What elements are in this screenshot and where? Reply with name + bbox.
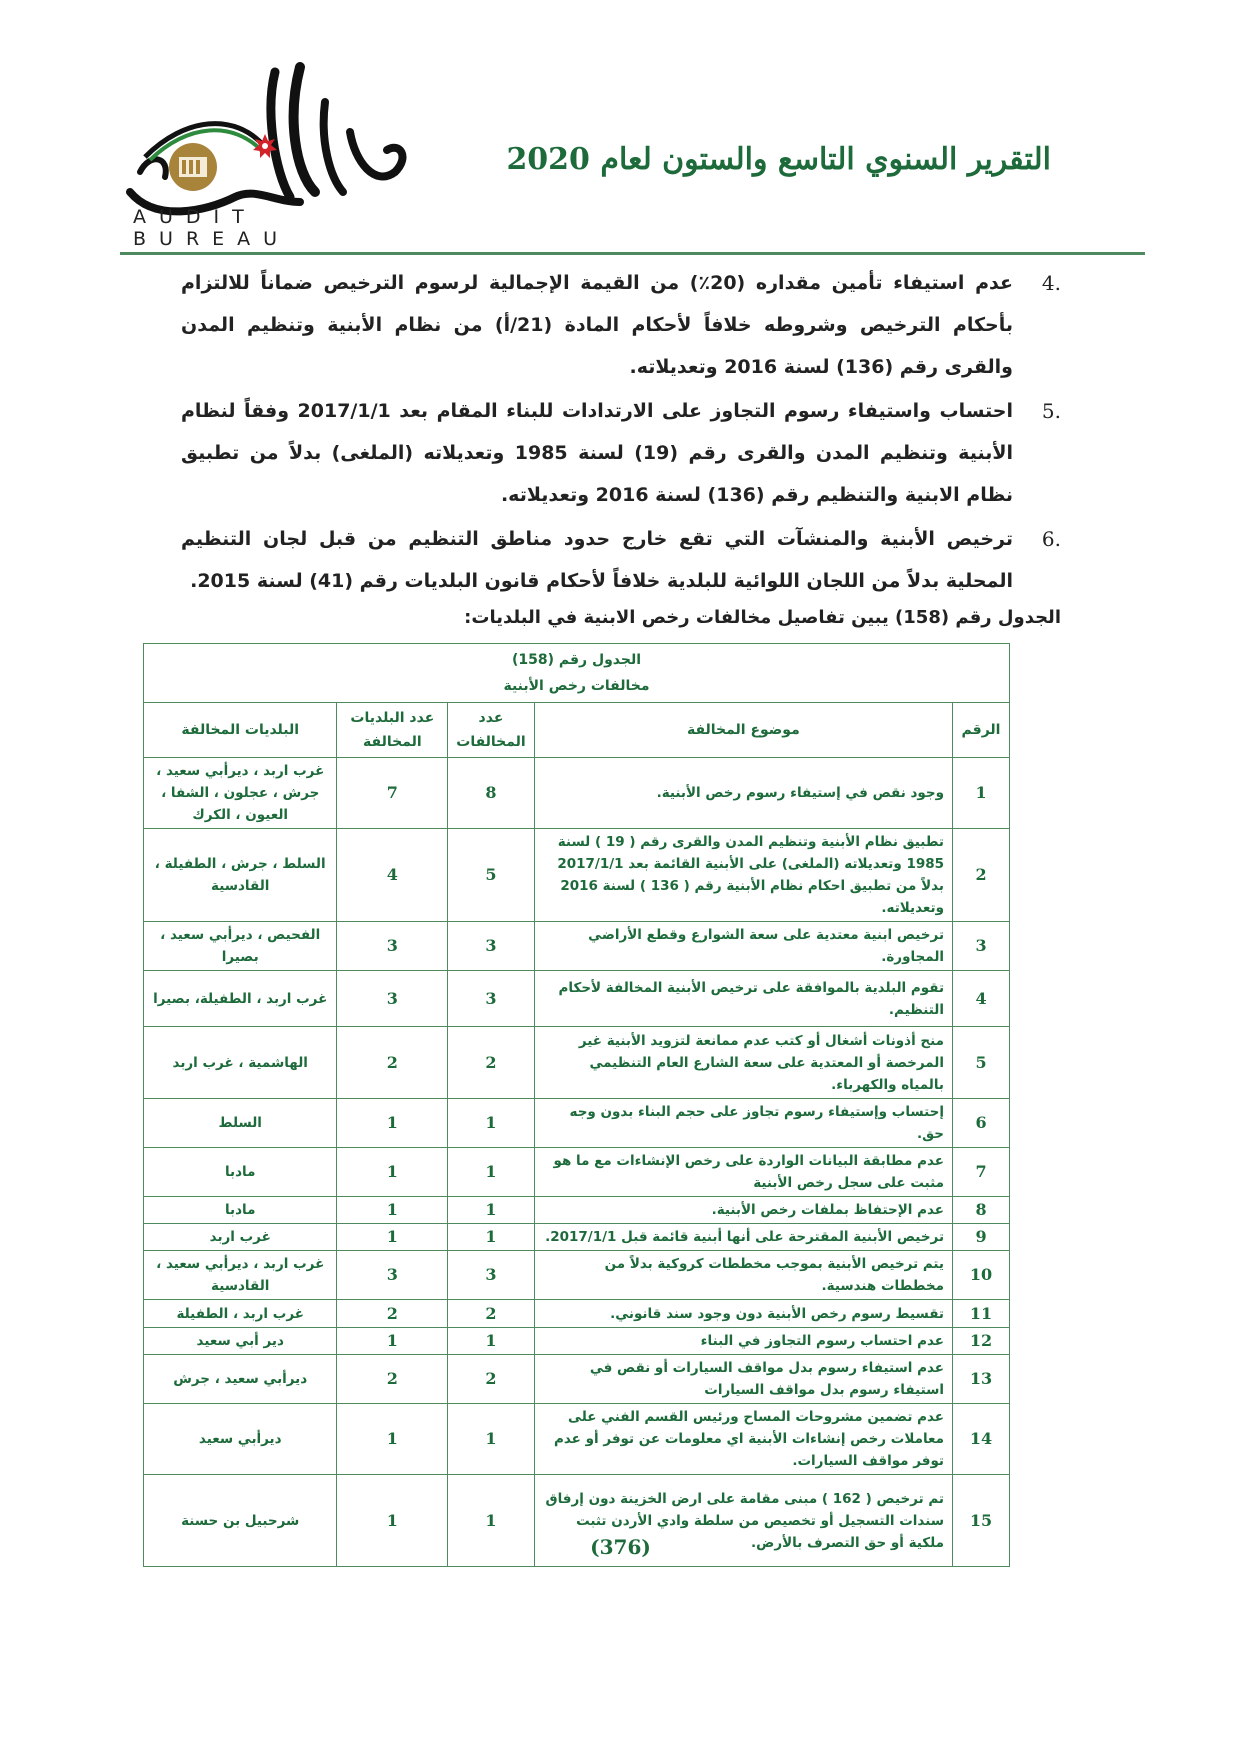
municipalities-count: 2: [337, 1027, 448, 1099]
municipalities-count: 1: [337, 1148, 448, 1197]
municipalities-count: 1: [337, 1475, 448, 1567]
row-number: 3: [953, 922, 1010, 971]
violation-subject: عدم احتساب رسوم التجاوز في البناء: [534, 1328, 952, 1355]
finding-text: ترخيص الأبنية والمنشآت التي تقع خارج حدود مناطق التنظيم من قبل لجان التنظيم المحلية بدلاً من اللجان اللوائية للبلدية خلافاً لأحكام قانون البلديات رقم (41) لسنة 2015.: [181, 528, 1013, 592]
row-number: 9: [953, 1224, 1010, 1251]
col-header-violations-count: عدد المخالفات: [448, 703, 534, 758]
violations-count: 1: [448, 1148, 534, 1197]
table-header-row: [144, 703, 1010, 758]
finding-number: .5: [1041, 399, 1061, 423]
findings-list: [181, 262, 1061, 604]
row-number: 6: [953, 1099, 1010, 1148]
municipalities-count: 2: [337, 1355, 448, 1404]
violating-municipalities: الفحيص ، ديرأبي سعيد ، بصيرا: [144, 922, 337, 971]
finding-item: [181, 262, 1061, 388]
violating-municipalities: غرب اربد ، الطفيلة، بصيرا: [144, 971, 337, 1027]
violations-count: 3: [448, 922, 534, 971]
table-caption: [144, 644, 1010, 703]
table-row: [144, 1197, 1010, 1224]
violating-municipalities: غرب اربد ، ديرأبي سعيد ، جرش ، عجلون ، الشفا ، العيون ، الكرك: [144, 758, 337, 829]
violation-subject: ترخيص الأبنية المقترحة على أنها أبنية قائمة قبل 2017/1/1.: [534, 1224, 952, 1251]
violations-count: 1: [448, 1099, 534, 1148]
municipalities-count: 3: [337, 922, 448, 971]
table-body: [144, 758, 1010, 1567]
violating-municipalities: شرحبيل بن حسنة: [144, 1475, 337, 1567]
table-row: [144, 922, 1010, 971]
violating-municipalities: السلط ، جرش ، الطفيلة ، القادسية: [144, 829, 337, 922]
table-row: [144, 1148, 1010, 1197]
table-row: [144, 971, 1010, 1027]
municipalities-count: 3: [337, 971, 448, 1027]
row-number: 12: [953, 1328, 1010, 1355]
violating-municipalities: مادبا: [144, 1148, 337, 1197]
row-number: 14: [953, 1404, 1010, 1475]
violations-count: 3: [448, 1251, 534, 1300]
violation-subject: عدم استيفاء رسوم بدل مواقف السيارات أو نقص في استيفاء رسوم بدل مواقف السيارات: [534, 1355, 952, 1404]
municipalities-count: 3: [337, 1251, 448, 1300]
violations-count: 1: [448, 1328, 534, 1355]
violation-subject: تقوم البلدية بالموافقة على ترخيص الأبنية المخالفة لأحكام التنظيم.: [534, 971, 952, 1027]
violation-subject: تقسيط رسوم رخص الأبنية دون وجود سند قانوني.: [534, 1300, 952, 1328]
table-row: [144, 1300, 1010, 1328]
row-number: 8: [953, 1197, 1010, 1224]
col-header-subject: موضوع المخالفة: [534, 703, 952, 758]
municipalities-count: 2: [337, 1300, 448, 1328]
violations-count: 1: [448, 1475, 534, 1567]
violation-subject: إحتساب وإستيفاء رسوم تجاوز على حجم البناء بدون وجه حق.: [534, 1099, 952, 1148]
table-intro: الجدول رقم (158) يبين تفاصيل مخالفات رخص الابنية في البلديات:: [464, 607, 1061, 628]
violating-municipalities: مادبا: [144, 1197, 337, 1224]
violating-municipalities: السلط: [144, 1099, 337, 1148]
logo-english-text: AUDIT BUREAU: [133, 206, 291, 250]
col-header-municipalities-count: عدد البلديات المخالفة: [337, 703, 448, 758]
municipalities-count: 4: [337, 829, 448, 922]
row-number: 1: [953, 758, 1010, 829]
violations-count: 1: [448, 1197, 534, 1224]
violating-municipalities: الهاشمية ، غرب اربد: [144, 1027, 337, 1099]
col-header-number: الرقم: [953, 703, 1010, 758]
finding-number: .4: [1041, 271, 1061, 295]
violation-subject: منح أذونات أشغال أو كتب عدم ممانعة لتزويد الأبنية غير المرخصة أو المعتدية على سعة الشارع العام التنظيمي بالمياه والكهرباء.: [534, 1027, 952, 1099]
audit-bureau-logo: [125, 62, 415, 250]
violating-municipalities: ديرأبي سعيد ، جرش: [144, 1355, 337, 1404]
finding-item: [181, 390, 1061, 516]
row-number: 4: [953, 971, 1010, 1027]
finding-text: عدم استيفاء تأمين مقداره (20٪) من القيمة الإجمالية لرسوم الترخيص ضماناً للالتزام بأحكام الترخيص وشروطه خلافاً لأحكام المادة (21/أ) من نظام الأبنية وتنظيم المدن والقرى رقم (136) لسنة 2016 وتعديلاته.: [181, 272, 1013, 378]
violations-count: 1: [448, 1404, 534, 1475]
violation-subject: عدم مطابقة البيانات الواردة على رخص الإنشاءات مع ما هو مثبت على سجل رخص الأبنية: [534, 1148, 952, 1197]
violation-subject: عدم تضمين مشروحات المساح ورئيس القسم الفني على معاملات رخص إنشاءات الأبنية اي معلومات عن توفر أو عدم توفر مواقف السيارات.: [534, 1404, 952, 1475]
violating-municipalities: غرب اربد ، ديرأبي سعيد ، القادسية: [144, 1251, 337, 1300]
row-number: 2: [953, 829, 1010, 922]
header-divider: [120, 252, 1145, 255]
table-row: [144, 1328, 1010, 1355]
row-number: 7: [953, 1148, 1010, 1197]
table-row: [144, 1027, 1010, 1099]
table-row: [144, 1355, 1010, 1404]
violation-subject: عدم الإحتفاظ بملفات رخص الأبنية.: [534, 1197, 952, 1224]
violations-count: 2: [448, 1300, 534, 1328]
table-row: [144, 1251, 1010, 1300]
violations-count: 2: [448, 1027, 534, 1099]
violation-subject: وجود نقص في إستيفاء رسوم رخص الأبنية.: [534, 758, 952, 829]
municipalities-count: 1: [337, 1404, 448, 1475]
violations-count: 8: [448, 758, 534, 829]
municipalities-count: 1: [337, 1197, 448, 1224]
municipalities-count: 1: [337, 1099, 448, 1148]
violation-subject: ترخيص ابنية معتدية على سعة الشوارع وقطع الأراضي المجاورة.: [534, 922, 952, 971]
violating-municipalities: ديرأبي سعيد: [144, 1404, 337, 1475]
violations-table: [143, 643, 1010, 1567]
municipalities-count: 7: [337, 758, 448, 829]
row-number: 11: [953, 1300, 1010, 1328]
finding-item: [181, 518, 1061, 602]
report-title: التقرير السنوي التاسع والستون لعام 2020: [506, 142, 1051, 177]
table-caption-number: الجدول رقم (158): [511, 652, 642, 668]
violating-municipalities: دير أبي سعيد: [144, 1328, 337, 1355]
finding-text: احتساب واستيفاء رسوم التجاوز على الارتدادات للبناء المقام بعد 2017/1/1 وفقاً لنظام الأبنية وتنظيم المدن والقرى رقم (19) لسنة 1985 وتعديلاته (الملغى) بدلاً من تطبيق نظام الابنية والتنظيم رقم (136) لسنة 2016 وتعديلاته.: [181, 400, 1013, 506]
table-row: [144, 829, 1010, 922]
finding-number: .6: [1041, 527, 1061, 551]
violation-subject: تم ترخيص ( 162 ) مبنى مقامة على ارض الخزينة دون إرفاق سندات التسجيل أو تخصيص من سلطة وادي الأردن تثبت ملكية أو حق التصرف بالأرض.: [534, 1475, 952, 1567]
violating-municipalities: غرب اربد ، الطفيلة: [144, 1300, 337, 1328]
violations-count: 3: [448, 971, 534, 1027]
row-number: 5: [953, 1027, 1010, 1099]
municipalities-count: 1: [337, 1224, 448, 1251]
row-number: 15: [953, 1475, 1010, 1567]
table-caption-title: مخالفات رخص الأبنية: [503, 678, 650, 694]
violating-municipalities: غرب اربد: [144, 1224, 337, 1251]
violations-count: 1: [448, 1224, 534, 1251]
table-row: [144, 758, 1010, 829]
municipalities-count: 1: [337, 1328, 448, 1355]
violation-subject: تطبيق نظام الأبنية وتنظيم المدن والقرى رقم ( 19 ) لسنة 1985 وتعديلاته (الملغى) على الأبنية القائمة بعد 2017/1/1 بدلاً من تطبيق احكام نظام الأبنية رقم ( 136 ) لسنة 2016 وتعديلاته.: [534, 829, 952, 922]
violations-count: 5: [448, 829, 534, 922]
table-row: [144, 1099, 1010, 1148]
audit-bureau-emblem-icon: [125, 62, 415, 222]
table-row: [144, 1404, 1010, 1475]
violation-subject: يتم ترخيص الأبنية بموجب مخططات كروكية بدلاً من مخططات هندسية.: [534, 1251, 952, 1300]
table-row: [144, 1224, 1010, 1251]
violations-count: 2: [448, 1355, 534, 1404]
row-number: 10: [953, 1251, 1010, 1300]
row-number: 13: [953, 1355, 1010, 1404]
col-header-municipalities: البلديات المخالفة: [144, 703, 337, 758]
page-number: (376): [590, 1535, 651, 1559]
